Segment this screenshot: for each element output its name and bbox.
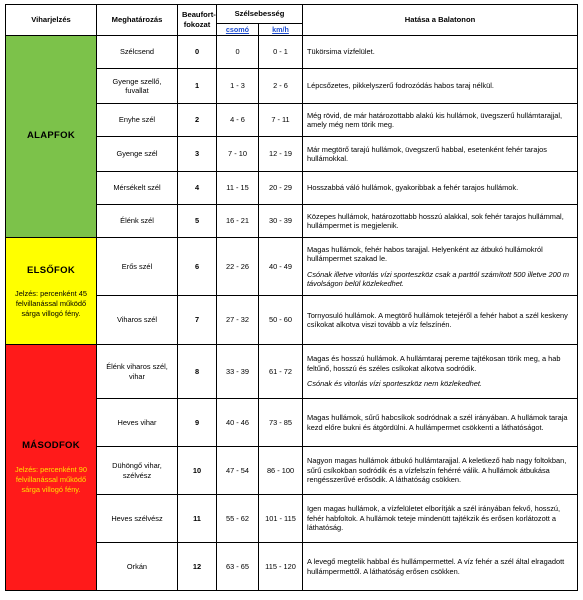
row-beaufort: 2 [178, 104, 217, 137]
row-desc: Lépcsőzetes, pikkelyszerű fodrozódás habos taraj nélkül. [303, 69, 578, 104]
row-desc: Már megtörő tarajú hullámok, üvegszerű habbal, esetenként fehér tarajos hullámokkal. [303, 137, 578, 172]
table-row [6, 36, 578, 69]
row-beaufort: 1 [178, 69, 217, 104]
row-knot: 0 [217, 36, 259, 69]
row-desc: Tornyosuló hullámok. A megtörő hullámok tetejéről a fehér habot a szél keskeny csíkokat alkotva viszi tovább a víz felszínén. [303, 296, 578, 345]
row-name: Gyenge szellő, fuvallat [97, 69, 178, 104]
row-desc-text: Magas és hosszú hullámok. A hullámtaraj pereme tajtékosan törik meg, a hab feltűnő, hosszú és széles csíkokat alkotva sodródik. [307, 354, 561, 373]
row-beaufort: 12 [178, 543, 217, 591]
row-beaufort: 8 [178, 345, 217, 399]
row-name: Orkán [97, 543, 178, 591]
row-beaufort: 5 [178, 205, 217, 238]
level-elsofok [6, 238, 97, 345]
row-kmh: 0 - 1 [259, 36, 303, 69]
row-kmh: 12 - 19 [259, 137, 303, 172]
row-name: Enyhe szél [97, 104, 178, 137]
row-kmh: 30 - 39 [259, 205, 303, 238]
row-name: Élénk szél [97, 205, 178, 238]
level-title: MÁSODFOK [22, 440, 80, 452]
row-desc: A levegő megtelik habbal és hullámpermettel. A víz fehér a szél által elragadott hullámpermettől. A láthatóság erősen csökken. [303, 543, 578, 591]
row-desc: Nagyon magas hullámok átbukó hullámtarajjal. A keletkező hab nagy foltokban, sűrű csíkokban sodródik és a vízfelszín fehérré válik. A hullámok átbukása rengésszerűvé erősödik. A láthatóság csökken. [303, 447, 578, 495]
table-row [6, 238, 578, 296]
table-row [6, 345, 578, 399]
row-knot: 4 - 6 [217, 104, 259, 137]
row-kmh: 50 - 60 [259, 296, 303, 345]
row-desc [303, 345, 578, 399]
row-kmh: 73 - 85 [259, 399, 303, 447]
row-name: Élénk viharos szél, vihar [97, 345, 178, 399]
row-knot: 11 - 15 [217, 172, 259, 205]
unit-kmh-link[interactable]: km/h [272, 24, 289, 34]
row-beaufort: 4 [178, 172, 217, 205]
header-effect: Hatása a Balatonon [303, 5, 578, 36]
row-name: Gyenge szél [97, 137, 178, 172]
row-beaufort: 9 [178, 399, 217, 447]
row-knot: 16 - 21 [217, 205, 259, 238]
row-beaufort: 10 [178, 447, 217, 495]
header-beaufort: Beaufort-fokozat [178, 5, 217, 36]
row-beaufort: 0 [178, 36, 217, 69]
row-kmh: 101 - 115 [259, 495, 303, 543]
row-name: Viharos szél [97, 296, 178, 345]
level-signal-note: Jelzés: percenként 90 felvillanással működő sárga villogó fény. [15, 464, 87, 494]
row-knot: 33 - 39 [217, 345, 259, 399]
row-knot: 7 - 10 [217, 137, 259, 172]
row-desc: Igen magas hullámok, a vízfelületet elborítják a szél irányában fekvő, hosszú, fehér habfoltok. A hullámok teteje mindenütt tajtékzik és erősen korlátozott a láthatóság. [303, 495, 578, 543]
row-beaufort: 6 [178, 238, 217, 296]
level-signal-note: Jelzés: percenként 45 felvillanással működő sárga villogó fény. [15, 289, 87, 319]
beaufort-table [5, 4, 578, 591]
row-desc: Hosszabbá váló hullámok, gyakoribbak a fehér tarajos hullámok. [303, 172, 578, 205]
row-name: Erős szél [97, 238, 178, 296]
level-title: ELSŐFOK [26, 264, 76, 276]
row-knot: 55 - 62 [217, 495, 259, 543]
row-desc [303, 238, 578, 296]
row-kmh: 7 - 11 [259, 104, 303, 137]
header-level: Viharjelzés [6, 5, 97, 36]
row-desc-note: Csónak és vitorlás vízi sporteszköz nem közlekedhet. [307, 379, 482, 389]
row-knot: 40 - 46 [217, 399, 259, 447]
row-beaufort: 11 [178, 495, 217, 543]
level-title: ALAPFOK [26, 130, 75, 142]
row-desc-note: Csónak illetve vitorlás vízi sporteszköz csak a parttól számított 500 illetve 200 m távolságon belül közlekedhet. [307, 269, 570, 288]
row-desc: Tükörsima vízfelület. [303, 36, 578, 69]
row-kmh: 61 - 72 [259, 345, 303, 399]
row-kmh: 86 - 100 [259, 447, 303, 495]
row-kmh: 115 - 120 [259, 543, 303, 591]
row-desc: Még rövid, de már határozottabb alakú kis hullámok, üvegszerű hullámtarajjal, amely még nem törik meg. [303, 104, 578, 137]
row-desc-text: Magas hullámok, fehér habos tarajjal. Helyenként az átbukó hullámokról hullámpermet szakad le. [307, 244, 543, 264]
header-row [6, 5, 578, 24]
row-knot: 27 - 32 [217, 296, 259, 345]
row-knot: 1 - 3 [217, 69, 259, 104]
row-kmh: 20 - 29 [259, 172, 303, 205]
row-name: Dühöngő vihar, szélvész [97, 447, 178, 495]
row-kmh: 2 - 6 [259, 69, 303, 104]
row-name: Szélcsend [97, 36, 178, 69]
header-name: Meghatározás [97, 5, 178, 36]
level-masodfok [6, 345, 97, 591]
row-name: Mérsékelt szél [97, 172, 178, 205]
header-speed: Szélsebesség [217, 5, 303, 24]
row-knot: 22 - 26 [217, 238, 259, 296]
row-knot: 47 - 54 [217, 447, 259, 495]
row-desc: Magas hullámok, sűrű habcsíkok sodródnak a szél irányában. A hullámok taraja kezd előre bukni és átgördülni. A hullámpermet csökkenti a láthatóságot. [303, 399, 578, 447]
unit-knot-link[interactable]: csomó [225, 24, 250, 34]
row-beaufort: 3 [178, 137, 217, 172]
level-alapfok [6, 36, 97, 238]
row-name: Heves vihar [97, 399, 178, 447]
row-desc: Közepes hullámok, határozottabb hosszú alakkal, sok fehér tarajos hullámmal, hullámpermet is megjelenik. [303, 205, 578, 238]
row-beaufort: 7 [178, 296, 217, 345]
row-knot: 63 - 65 [217, 543, 259, 591]
row-name: Heves szélvész [97, 495, 178, 543]
row-kmh: 40 - 49 [259, 238, 303, 296]
